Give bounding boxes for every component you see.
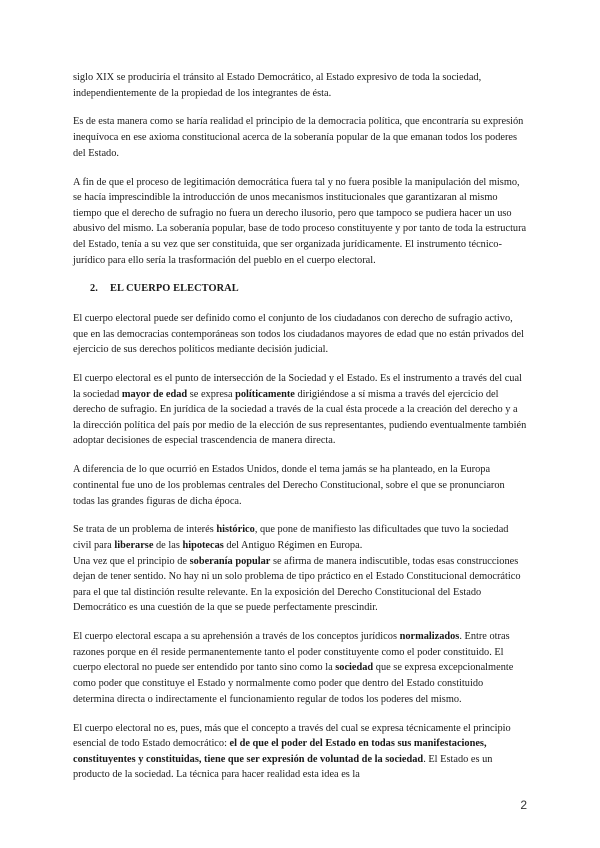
bold-text: políticamente xyxy=(235,388,295,400)
text-run: dirigiéndose a sí misma a través del ejercicio del derecho de sufragio. En jurídica de la sociedad a través de la cual ésta procede a la creación del derecho y a la dirección política del país por medio de la elección de sus representantes, pudiendo eventualmente también adoptar decisiones de especial trascendencia de manera directa. xyxy=(73,388,527,447)
paragraph-10 xyxy=(73,721,527,783)
paragraph-4: El cuerpo electoral puede ser definido como el conjunto de los ciudadanos con derecho de sufragio activo, que en las democracias contemporáneas son todos los ciudadanos mayores de edad que no están privados del ejercicio de sus derechos políticos mediante decisión judicial. xyxy=(73,313,524,356)
paragraph-5 xyxy=(73,371,527,449)
text-run: . El Estado es un producto de la sociedad. La técnica para hacer realidad esta idea es la xyxy=(73,753,493,781)
document-page xyxy=(73,70,527,796)
text-run: que se expresa excepcionalmente como poder que constituye el Estado y normalmente como poder que dentro del Estado constituido determina directa o indirectamente el funcionamiento regular de todos los poderes del mismo. xyxy=(73,662,514,705)
paragraph-9 xyxy=(73,629,527,707)
text-run: El cuerpo electoral escapa a su aprehensión a través de los conceptos jurídicos xyxy=(73,631,400,643)
bold-text: sociedad xyxy=(335,662,374,674)
section-number: 2. xyxy=(90,283,98,295)
text-run: de las xyxy=(153,540,183,552)
paragraph-6: A diferencia de lo que ocurrió en Estados Unidos, donde el tema jamás se ha planteado, en la Europa continental fue uno de los problemas centrales del Derecho Constitucional, sobre el que se pronunciaron todas las grandes figuras de dicha época. xyxy=(73,464,505,507)
bold-text: soberanía popular xyxy=(189,555,271,567)
bold-text: el de que el poder del Estado en todas sus manifestaciones, constituyentes y constituidas, tiene que ser expresión de voluntad de la sociedad xyxy=(73,738,487,765)
section-title: EL CUERPO ELECTORAL xyxy=(110,283,239,295)
text-run: se expresa xyxy=(187,388,236,400)
bold-text: mayor de edad xyxy=(121,388,188,400)
bold-text: hipotecas xyxy=(182,540,224,552)
text-run: se afirma de manera indiscutible, todas esas construcciones dejan de tener sentido. No hay ni un solo problema de tipo práctico en el Estado Constitucional democrático para el que tal distinción resulte relevante. En la exposición del Derecho Constitucional del Estado Democrático es una cuestión de la que se puede perfectamente prescindir. xyxy=(73,555,521,614)
bold-text: normalizados xyxy=(399,631,460,643)
paragraph-2: Es de esta manera como se haría realidad el principio de la democracia política, que encontraría su expresión inequívoca en ese axioma constitucional acerca de la soberanía popular de la que emanan todos los poderes del Estado. xyxy=(73,116,524,159)
text-run: El cuerpo electoral es el punto de intersección de la Sociedad y el Estado. Es el instrumento a través del cual la sociedad xyxy=(73,373,522,400)
bold-text: liberarse xyxy=(114,540,154,552)
text-run: del Antiguo Régimen en Europa. xyxy=(223,540,363,552)
section-heading xyxy=(73,281,527,297)
text-run: . Entre otras razones porque en él reside permanentemente tanto el poder constituyente como el poder constituido. El cuerpo electoral no puede ser entendido por tanto sino como la xyxy=(73,631,510,674)
text-run: Una vez que el principio de xyxy=(73,555,190,567)
page-number: 2 xyxy=(520,798,527,812)
paragraph-3: A fin de que el proceso de legitimación democrática fuera tal y no fuera posible la manipulación del mismo, se hacía imprescindible la introducción de unos mecanismos institucionales que garantizaran al mismo tiempo que el derecho de sufragio no fuera un derecho ilusorio, pero que tampoco se pudiera hacer un uso abusivo del mismo. La soberanía popular, base de todo proceso constituyente y por tanto de toda la estructura del Estado, tenía a su vez que ser constituida, que ser organizada jurídicamente. El instrumento técnico-jurídico para ello sería la trasformación del pueblo en el cuerpo electoral. xyxy=(73,176,527,266)
bold-text: histórico xyxy=(216,524,255,536)
paragraph-7 xyxy=(73,522,527,553)
text-run: El cuerpo electoral no es, pues, más que el concepto a través del cual se expresa técnicamente el principio esencial de todo Estado democrático: xyxy=(73,722,511,750)
text-run: , que pone de manifiesto las dificultades que tuvo la sociedad civil para xyxy=(73,524,509,552)
paragraph-1: siglo XIX se produciría el tránsito al Estado Democrático, al Estado expresivo de toda la sociedad, independientemente de la propiedad de los integrantes de ésta. xyxy=(73,72,482,99)
text-run: Se trata de un problema de interés xyxy=(73,524,217,536)
paragraph-8 xyxy=(73,554,527,616)
